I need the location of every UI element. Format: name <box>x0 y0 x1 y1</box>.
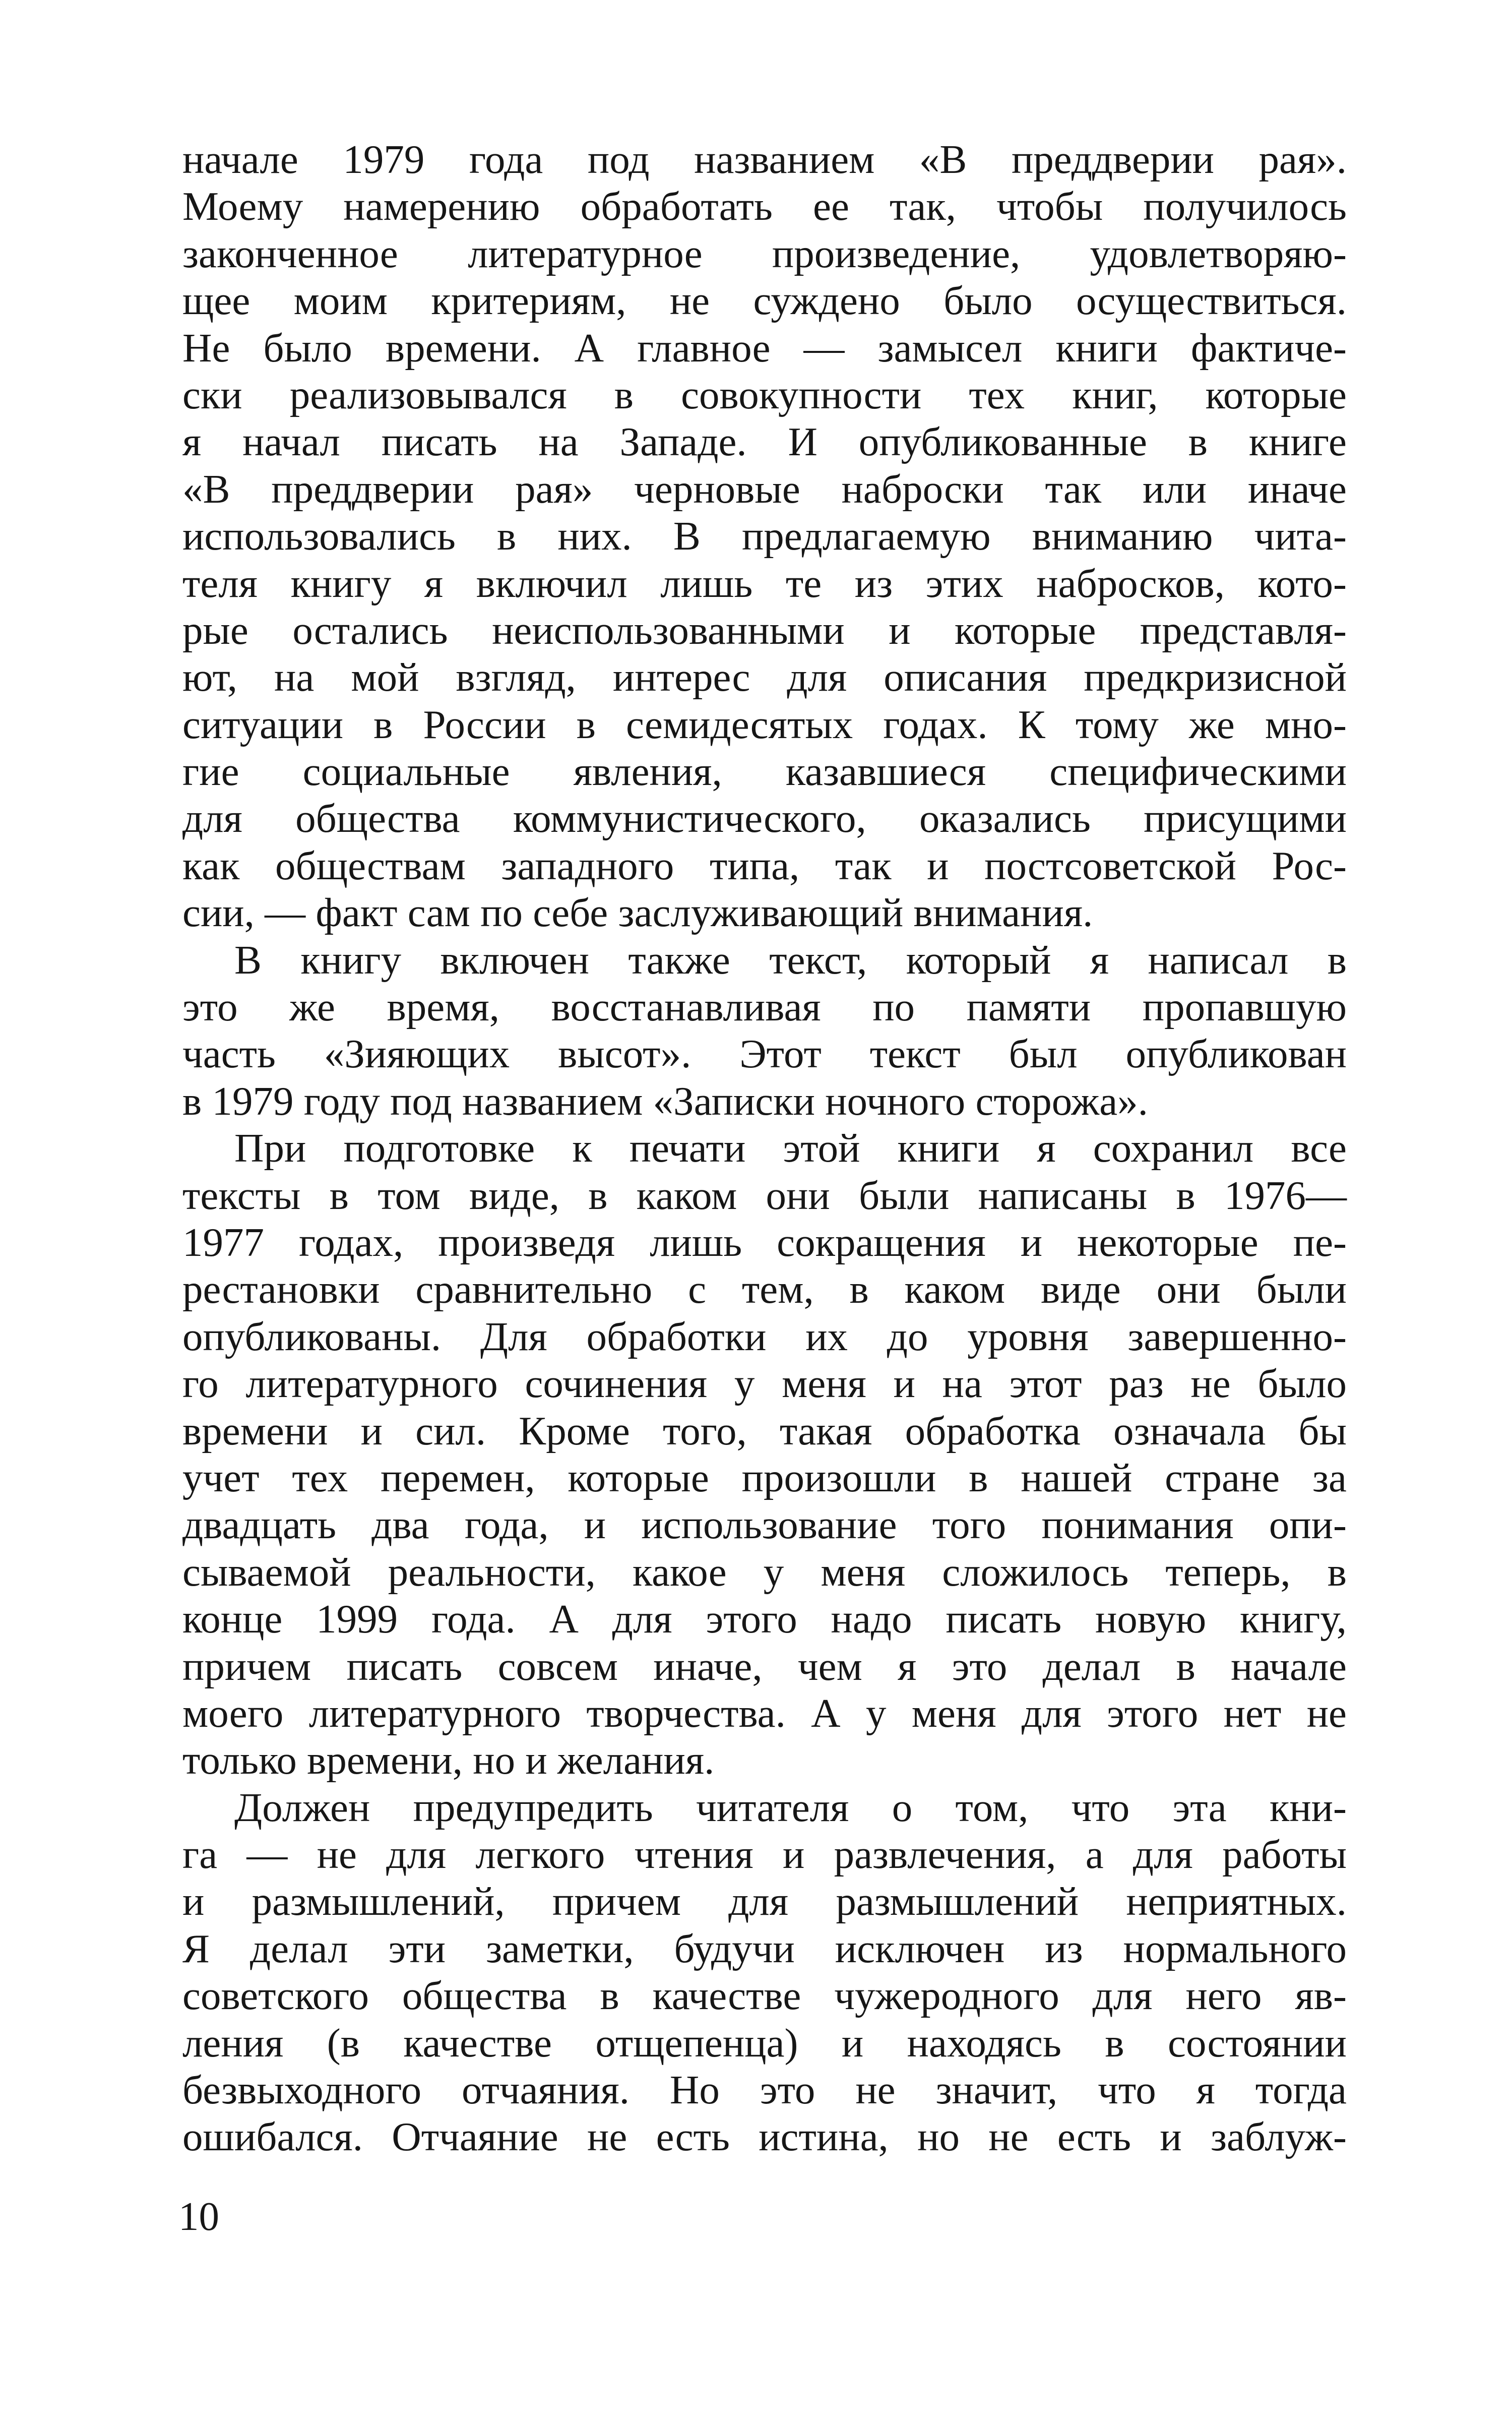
text-line: теля книгу я включил лишь те из этих набросков, кото- <box>182 560 1347 606</box>
text-line: «В преддверии рая» черновые наброски так или иначе <box>182 466 1347 512</box>
text-line: При подготовке к печати этой книги я сохранил все <box>234 1125 1347 1171</box>
text-line: 1977 годах, произведя лишь сокращения и некоторые пе- <box>182 1219 1347 1265</box>
text-line: причем писать совсем иначе, чем я это делал в начале <box>182 1643 1347 1689</box>
text-line: ления (в качестве отщепенца) и находясь в состоянии <box>182 2020 1347 2066</box>
paragraph <box>182 1784 1347 2161</box>
text-line: га — не для легкого чтения и развлечения, а для работы <box>182 1832 1347 1878</box>
text-line: рые остались неиспользованными и которые представля- <box>182 607 1347 653</box>
paragraph <box>182 1125 1347 1784</box>
text-line: сываемой реальности, какое у меня сложилось теперь, в <box>182 1549 1347 1595</box>
text-line: гие социальные явления, казавшиеся специфическими <box>182 749 1347 795</box>
text-line: щее моим критериям, не суждено было осуществиться. <box>182 278 1347 324</box>
text-line: тексты в том виде, в каком они были написаны в 1976— <box>182 1172 1347 1218</box>
text-line: законченное литературное произведение, удовлетворяю- <box>182 230 1347 276</box>
text-line: для общества коммунистического, оказались присущими <box>182 796 1347 841</box>
text-line: я начал писать на Западе. И опубликованные в книге <box>182 419 1347 465</box>
text-line: ситуации в России в семидесятых годах. К тому же мно- <box>182 701 1347 747</box>
text-line: советского общества в качестве чужеродного для него яв- <box>182 1973 1347 2019</box>
text-line: Должен предупредить читателя о том, что эта кни- <box>234 1784 1347 1830</box>
text-line: опубликованы. Для обработки их до уровня завершенно- <box>182 1313 1347 1359</box>
text-line: это же время, восстанавливая по памяти пропавшую <box>182 984 1347 1030</box>
text-line: двадцать два года, и использование того понимания опи- <box>182 1502 1347 1548</box>
text-line: Я делал эти заметки, будучи исключен из нормального <box>182 1925 1347 1971</box>
text-line: часть «Зияющих высот». Этот текст был опубликован <box>182 1031 1347 1077</box>
text-line: конце 1999 года. А для этого надо писать новую книгу, <box>182 1596 1347 1642</box>
text-line: и размышлений, причем для размышлений неприятных. <box>182 1879 1347 1924</box>
paragraph <box>182 136 1347 937</box>
text-line: рестановки сравнительно с тем, в каком виде они были <box>182 1266 1347 1312</box>
page-number: 10 <box>178 2194 219 2239</box>
text-line: ют, на мой взгляд, интерес для описания предкризисной <box>182 654 1347 700</box>
text-line: В книгу включен также текст, который я написал в <box>234 937 1347 983</box>
paragraph <box>182 937 1347 1125</box>
text-line: в 1979 году под названием «Записки ночного сторожа». <box>182 1078 1148 1124</box>
text-line: го литературного сочинения у меня и на этот раз не было <box>182 1361 1347 1407</box>
text-line: моего литературного творчества. А у меня для этого нет не <box>182 1690 1347 1736</box>
text-line: как обществам западного типа, так и постсоветской Рос- <box>182 842 1347 888</box>
text-line: только времени, но и желания. <box>182 1737 715 1783</box>
text-line: Не было времени. А главное — замысел книги фактиче- <box>182 325 1347 371</box>
text-line: сии, — факт сам по себе заслуживающий внимания. <box>182 890 1093 936</box>
text-line: ошибался. Отчаяние не есть истина, но не есть и заблуж- <box>182 2114 1347 2160</box>
text-line: начале 1979 года под названием «В преддверии рая». <box>182 137 1347 182</box>
text-line: использовались в них. В предлагаемую вниманию чита- <box>182 513 1347 559</box>
text-line: учет тех перемен, которые произошли в нашей стране за <box>182 1455 1347 1500</box>
text-line: безвыходного отчаяния. Но это не значит, что я тогда <box>182 2067 1347 2113</box>
body-text <box>182 136 1347 2161</box>
text-line: ски реализовывался в совокупности тех книг, которые <box>182 372 1347 417</box>
text-line: Моему намерению обработать ее так, чтобы получилось <box>182 184 1347 229</box>
text-line: времени и сил. Кроме того, такая обработка означала бы <box>182 1408 1347 1454</box>
